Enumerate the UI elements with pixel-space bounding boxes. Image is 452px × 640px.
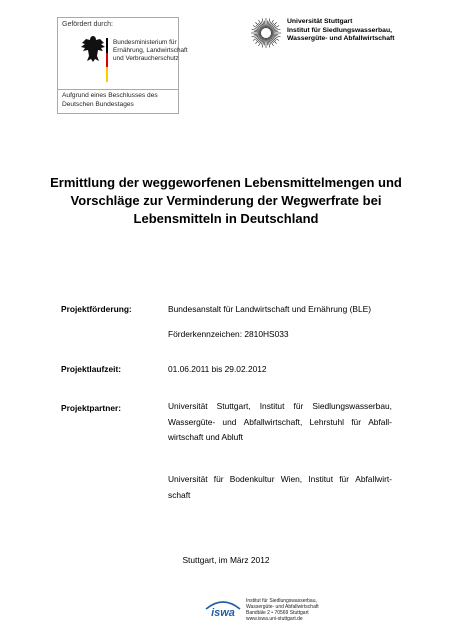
- projektlaufzeit-label: Projektlaufzeit:: [61, 364, 122, 374]
- partner-word: Abfallwirt-: [355, 474, 392, 484]
- partner-word: für: [293, 401, 304, 411]
- partner-line: [168, 488, 392, 504]
- partner-word: und: [222, 416, 237, 427]
- projektlaufzeit-value: 01.06.2011 bis 29.02.2012: [168, 364, 267, 374]
- partner-word: Lehrstuhl: [309, 416, 344, 427]
- partner-word: Abfallwirtschaft,: [243, 416, 303, 427]
- german-flag-bar: [106, 38, 108, 82]
- ministry-line: Ernährung, Landwirtschaft: [113, 47, 188, 54]
- address-line: www.iswa.uni-stuttgart.de: [246, 616, 303, 623]
- document-title: [30, 174, 422, 228]
- foerderkennzeichen-value: Förderkennzeichen: 2810HS033: [168, 329, 289, 339]
- decision-line: Aufgrund eines Beschlusses des: [62, 92, 158, 99]
- ministry-name: [113, 39, 188, 63]
- partner-line: [168, 415, 392, 431]
- address-line: Wassergüte- und Abfallwirtschaft: [246, 604, 319, 611]
- partner-word: Siedlungswasserbau,: [312, 401, 392, 411]
- university-stuttgart-logo-icon: [250, 17, 282, 49]
- iswa-logo-text: iswa: [211, 607, 235, 619]
- partner-line: [168, 472, 392, 488]
- title-line: Lebensmitteln in Deutschland: [133, 211, 319, 226]
- partner-2: [168, 472, 392, 503]
- university-line: Wassergüte- und Abfallwirtschaft: [287, 35, 395, 42]
- funding-box: [57, 17, 188, 90]
- federal-eagle-icon: [80, 34, 106, 64]
- projektfoerderung-label: Projektförderung:: [61, 304, 132, 314]
- partner-word: Stuttgart,: [216, 401, 251, 411]
- partner-word: Abfall-: [368, 416, 392, 427]
- partner-word: wirtschaft und Abluft: [168, 432, 243, 442]
- bundestag-decision-text: [62, 92, 158, 109]
- projektfoerderung-value: Bundesanstalt für Landwirtschaft und Ernährung (BLE): [168, 304, 371, 314]
- university-name: [287, 18, 395, 44]
- partner-word: für: [213, 474, 224, 484]
- title-line: Vorschläge zur Verminderung der Wegwerfrate bei: [70, 193, 382, 208]
- decision-line: Deutschen Bundestages: [62, 100, 134, 108]
- iswa-address: [246, 598, 319, 622]
- funding-label: Gefördert durch:: [62, 21, 113, 28]
- partner-word: für: [339, 474, 350, 484]
- partner-line: [168, 430, 392, 446]
- ministry-line: Bundesministerium für: [113, 39, 177, 46]
- partner-1: [168, 399, 392, 446]
- partner-word: Institut: [259, 401, 285, 411]
- partner-word: schaft: [168, 489, 191, 500]
- place-date: Stuttgart, im März 2012: [182, 555, 270, 565]
- bundestag-decision-box: [57, 88, 179, 114]
- partner-word: Institut: [308, 474, 334, 484]
- partner-word: Universität: [168, 474, 208, 484]
- title-line: Ermittlung der weggeworfenen Lebensmittelmengen und: [50, 175, 402, 190]
- partner-word: Wien,: [280, 474, 303, 484]
- university-line: Institut für Siedlungswasserbau,: [287, 26, 392, 34]
- partner-word: Bodenkultur: [229, 474, 275, 484]
- partner-word: Wassergüte-: [168, 416, 216, 427]
- partner-line: [168, 399, 392, 415]
- projektpartner-label: Projektpartner:: [61, 403, 122, 413]
- address-line: Institut für Siedlungswasserbau,: [246, 598, 317, 604]
- iswa-logo-icon: [204, 597, 242, 619]
- ministry-line: und Verbraucherschutz: [113, 55, 179, 62]
- partner-word: Universität: [168, 401, 208, 411]
- address-line: Bandtäle 2 • 70569 Stuttgart: [246, 610, 309, 617]
- partner-word: für: [351, 416, 361, 427]
- university-line: Universität Stuttgart: [287, 18, 353, 25]
